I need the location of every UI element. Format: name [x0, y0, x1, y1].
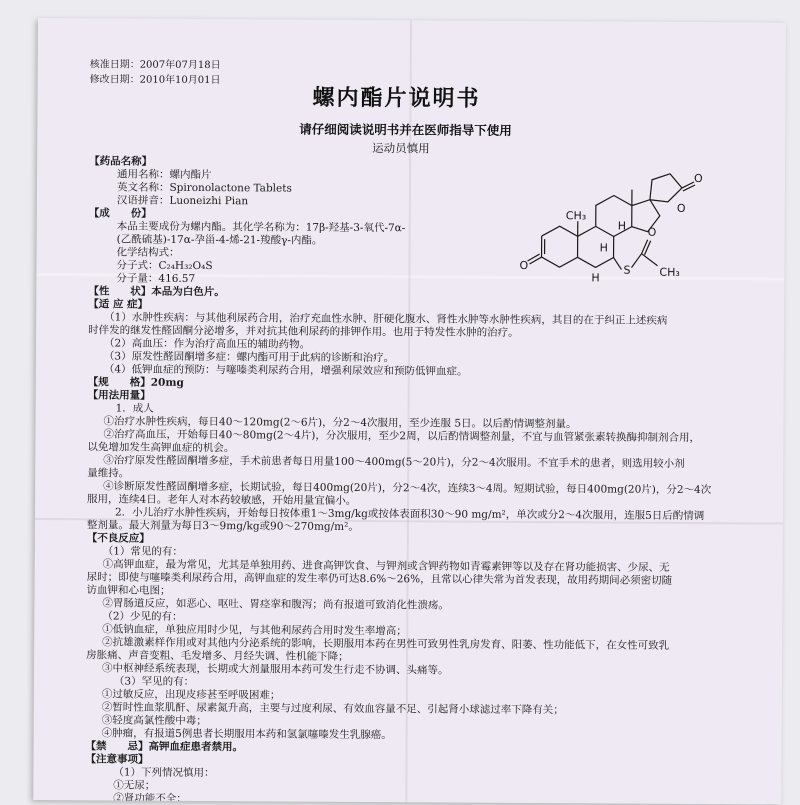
drug-name-header: 【药品名称】: [89, 155, 152, 168]
precautions-header: 【注意事项】: [85, 753, 148, 766]
generic-name: 通用名称：螺内酯片: [117, 168, 212, 182]
adverse-line: ②抗雄激素样作用或对其他内分泌系统的影响，长期服用本药在男性可致男性乳房发育、阳萎、性功能低下，在女性可致乳: [102, 636, 669, 652]
molecular-weight: 分子量：416.57: [116, 272, 195, 285]
fold-line: [405, 20, 412, 802]
oxygen-label: O: [648, 226, 657, 239]
approval-date: 核准日期：2007年07月18日: [90, 58, 221, 72]
indication-line: （4）低钾血症的预防：与噻嗪类利尿药合用，增强利尿效应和预防低钾血症。: [104, 363, 468, 378]
precaution-line: ②肾功能不全；: [113, 792, 187, 804]
usage-header: 【用法用量】: [88, 389, 151, 402]
sulfur-label: S: [623, 264, 630, 277]
usage-line: ①治疗水肿性疾病，每日40～120mg(2～6片)，分2～4次服用，至少连服 5日。以后酌情调整剂量。: [103, 415, 576, 431]
athlete-note: 运动员慎用: [372, 142, 430, 155]
methyl-label: CH₃: [659, 266, 679, 279]
adverse-line: ①低钠血症，单独应用时少见，与其他利尿药合用时发生率增高；: [102, 623, 407, 638]
hydrogen-label: H: [591, 271, 599, 284]
oxygen-label: O: [519, 259, 528, 272]
document-title: 螺内酯片说明书: [312, 92, 480, 106]
oxygen-label: O: [677, 202, 686, 215]
indication-line: 时伴发的继发性醛固酮分泌增多，并对抗其他利尿药的排钾作用。也用于特发性水肿的治疗。: [88, 324, 519, 340]
adverse-subheader: （3）罕见的有：: [114, 675, 194, 688]
usage-line: 2．小儿治疗水肿性疾病，开始每日按体重1～3mg/kg或按体表面积30～90 mg/m²，单次或分2～4次服用，连服5日后酌情调: [115, 506, 704, 523]
methyl-label: CH₃: [566, 209, 586, 222]
english-name: 英文名称：Spironolactone Tablets: [117, 181, 292, 195]
adverse-line: ①过敏反应，出现皮疹甚至呼吸困难；: [102, 688, 281, 702]
hydrogen-label: H: [600, 241, 608, 254]
adverse-subheader: （2）少见的有：: [102, 610, 182, 623]
composition-line: 本品主要成份为螺内酯。其化学名称为：17β-羟基-3-氧代-7α-: [117, 220, 406, 235]
usage-line: 以免增加发生高钾血症的机会。: [87, 441, 234, 455]
precaution-line: （1）下列情况慎用：: [113, 766, 214, 780]
indication-line: （1）水肿性疾病：与其他利尿药合用，治疗充血性水肿、肝硬化腹水、肾性水肿等水肿性疾病，其目的在于纠正上述疾病: [104, 311, 667, 327]
molecular-formula: 分子式：C₂₄H₃₂O₄S: [116, 259, 212, 273]
adverse-line: 尿时；即使与噻嗪类利尿药合用，高钾血症的发生率仍可达8.6%～26%，且常以心律失常为首发表现，故用药期间必须密切随: [87, 571, 673, 588]
adverse-line: ③轻度高氯性酸中毒；: [102, 714, 207, 728]
structure-label: 化学结构式：: [117, 246, 180, 259]
usage-line: 量维持。: [87, 467, 129, 480]
indications-header: 【适 应 症】: [88, 298, 148, 311]
indication-line: （3）原发性醛固酮增多症：螺内酯可用于此病的诊断和治疗。: [104, 350, 394, 365]
contraindication-line: 【禁 忌】高钾血症患者禁用。: [86, 740, 244, 754]
indication-line: （2）高血压：作为治疗高血压的辅助药物。: [104, 337, 310, 351]
adverse-line: ①高钾血症，最为常见，尤其是单独用药、进食高钾饮食、与钾剂或含钾药物如青霉素钾等以及存在肾功能损害、少尿、无: [103, 558, 670, 574]
usage-line: 整剂量。最大剂量为每日3～9mg/kg或90～270mg/m²。: [87, 519, 359, 534]
usage-line: ③治疗原发性醛固酮增多症，手术前患者每日用量100～400mg(5～20片)，分2～4次服用。不宜手术的患者，则选用较小剂: [103, 454, 684, 471]
adverse-line: ②暂时性血浆肌酐、尿素氮升高，主要与过度利尿、有效血容量不足、引起肾小球滤过率下降有关；: [102, 701, 564, 717]
pinyin-name: 汉语拼音：Luoneizhi Pian: [117, 194, 248, 208]
hydrogen-label: H: [618, 220, 626, 233]
usage-line: ④诊断原发性醛固酮增多症，长期试验，每日400mg(20片)，分2～4次，连续3～4周。短期试验，每日400mg(20片)，分2～4次: [103, 480, 711, 497]
composition-line: (乙酰硫基)-17α-孕甾-4-烯-21-羧酸γ-内酯。: [117, 233, 323, 247]
adverse-line: ③中枢神经系统表现，长期或大剂量服用本药可发生行走不协调、头痛等。: [102, 662, 449, 677]
document-subtitle: 请仔细阅读说明书并在医师指导下使用: [299, 123, 512, 137]
adverse-line: ②胃肠道反应，如恶心、呕吐、胃痉挛和腹泻；尚有报道可致消化性溃疡。: [102, 597, 449, 612]
adverse-header: 【不良反应】: [87, 532, 150, 545]
appearance-line: 【性 状】本品为白色片。: [88, 285, 225, 299]
adverse-line: 房胀痛、声音变粗、毛发增多、月经失调、性机能下降；: [86, 649, 349, 664]
adverse-line: 访血钾和心电图；: [86, 584, 170, 598]
chemical-structure-diagram: [481, 141, 732, 303]
adverse-subheader: （1）常见的有：: [103, 545, 183, 558]
precaution-line: ①无尿；: [113, 779, 155, 792]
usage-line: 1．成人: [116, 402, 154, 415]
composition-header: 【成 份】: [89, 207, 152, 220]
leaflet-sheet: [33, 18, 786, 805]
adverse-line: ④肿瘤，有报道5例患者长期服用本药和氢氯噻嗪发生乳腺癌。: [102, 727, 392, 742]
usage-line: 服用，连续4日。老年人对本药较敏感，开始用量宜偏小。: [87, 493, 356, 508]
spec-line: 【规 格】20mg: [88, 376, 184, 390]
usage-line: ②治疗高血压，开始每日40～80mg(2～4片)，分次服用，至少2周，以后酌情调整剂量，不宜与血管紧张素转换酶抑制剂合用，: [103, 428, 700, 445]
oxygen-label: O: [694, 172, 703, 185]
revision-date: 修改日期：2010年10月01日: [90, 73, 221, 87]
